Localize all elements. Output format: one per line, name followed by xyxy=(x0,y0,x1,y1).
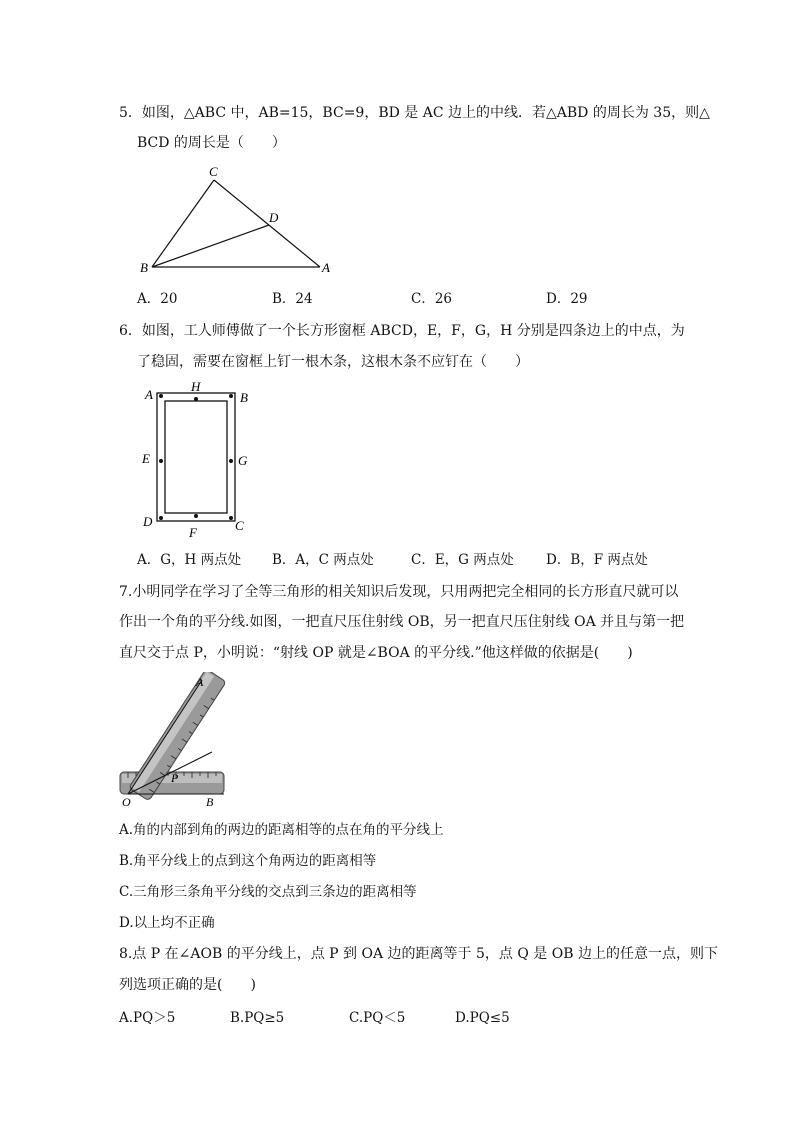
q7-option-b: B.角平分线上的点到这个角两边的距离相等 xyxy=(119,853,377,869)
q6-label-h: H xyxy=(191,379,201,394)
q6-label-b: B xyxy=(240,390,248,405)
q8-stem-line1: 8.点 P 在∠AOB 的平分线上，点 P 到 OA 边的距离等于 5，点 Q 是 OB 边上的任意一点，则下 xyxy=(119,946,718,962)
q5-label-b: B xyxy=(140,260,148,275)
q6-label-d: D xyxy=(143,514,153,529)
q5-option-c: C．26 xyxy=(411,291,453,307)
q7-option-d: D.以上均不正确 xyxy=(119,915,215,931)
q7-rulers-figure xyxy=(116,672,236,810)
q5-option-a: A．20 xyxy=(137,291,178,307)
q7-label-a: A xyxy=(196,675,204,689)
q6-stem-line2: 了稳固，需要在窗框上钉一根木条，这根木条不应钉在（ ） xyxy=(137,354,529,370)
q6-label-a: A xyxy=(145,387,153,402)
q8-option-a: A.PQ＞5 xyxy=(119,1010,176,1026)
q5-stem-line2: BCD 的周长是（ ） xyxy=(137,135,286,151)
q8-stem-line2: 列选项正确的是( ) xyxy=(119,977,256,993)
q7-stem-line3: 直尺交于点 P，小明说：“射线 OP 就是∠BOA 的平分线.”他这样做的依据是( ) xyxy=(119,645,633,661)
q7-label-o: O xyxy=(122,795,131,809)
q7-stem-line2: 作出一个角的平分线.如图，一把直尺压住射线 OB，另一把直尺压住射线 OA 并且与第一把 xyxy=(119,614,685,630)
q6-option-b: B．A，C 两点处 xyxy=(272,552,374,568)
q5-label-d: D xyxy=(269,210,279,225)
q5-label-a: A xyxy=(322,260,330,275)
q5-option-d: D．29 xyxy=(546,291,588,307)
q6-option-a: A．G，H 两点处 xyxy=(137,552,242,568)
q5-option-b: B．24 xyxy=(272,291,313,307)
q5-label-c: C xyxy=(209,164,218,179)
q6-label-e: E xyxy=(142,451,150,466)
q6-stem-line1: 6．如图，工人师傅做了一个长方形窗框 ABCD，E，F，G，H 分别是四条边上的中点，为 xyxy=(119,323,685,339)
q7-stem-line1: 7.小明同学在学习了全等三角形的相关知识后发现，只用两把完全相同的长方形直尺就可以 xyxy=(119,584,679,600)
q8-option-d: D.PQ≤5 xyxy=(455,1010,510,1026)
q8-option-c: C.PQ＜5 xyxy=(349,1010,406,1026)
q7-label-b: B xyxy=(206,795,214,809)
q6-label-g: G xyxy=(238,453,248,468)
q6-window-frame-figure xyxy=(136,378,256,543)
q6-option-d: D．B，F 两点处 xyxy=(546,552,648,568)
q5-triangle-figure xyxy=(136,160,336,280)
q6-option-c: C．E，G 两点处 xyxy=(411,552,514,568)
q7-label-p: P xyxy=(171,771,179,785)
q6-label-c: C xyxy=(235,518,244,533)
q8-option-b: B.PQ≥5 xyxy=(230,1010,285,1026)
q6-label-f: F xyxy=(189,525,197,540)
q7-option-c: C.三角形三条角平分线的交点到三条边的距离相等 xyxy=(119,884,417,900)
q5-stem-line1: 5．如图，△ABC 中，AB=15，BC=9，BD 是 AC 边上的中线．若△ABD 的周长为 35，则△ xyxy=(119,105,710,121)
q7-option-a: A.角的内部到角的两边的距离相等的点在角的平分线上 xyxy=(119,822,444,838)
